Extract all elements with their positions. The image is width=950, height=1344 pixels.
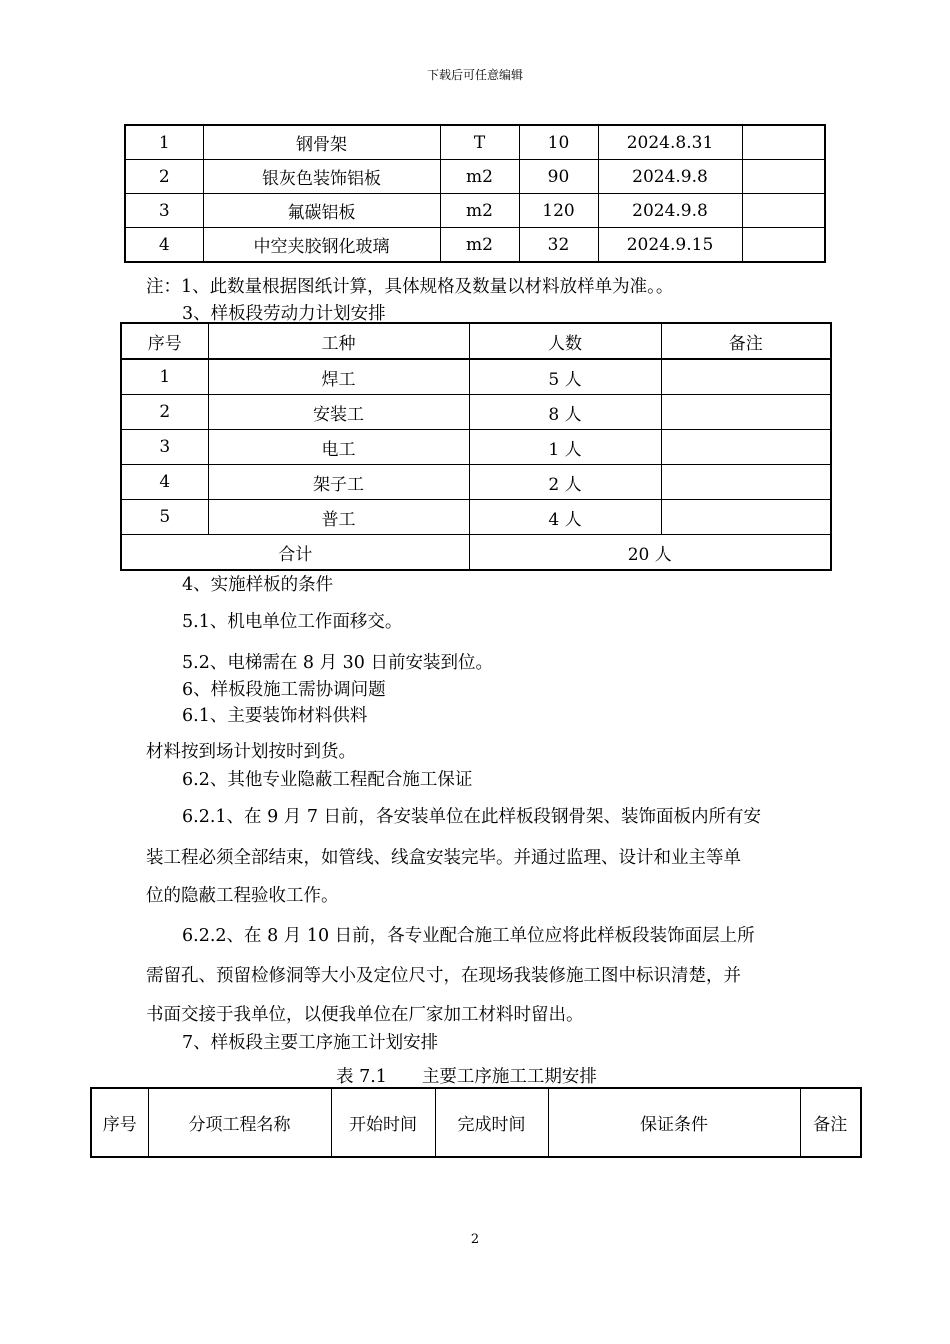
table-total-row bbox=[121, 535, 831, 571]
material-table bbox=[124, 124, 826, 263]
table-cell bbox=[742, 228, 825, 263]
table-cell: 2024.9.15 bbox=[598, 228, 742, 263]
table-cell: 银灰色装饰铝板 bbox=[203, 160, 440, 194]
table-cell: 氟碳铝板 bbox=[203, 194, 440, 228]
column-header: 备注 bbox=[800, 1088, 861, 1157]
table-header-row bbox=[91, 1088, 861, 1157]
table-cell: 电工 bbox=[208, 430, 469, 465]
paragraph-line: 位的隐蔽工程验收工作。 bbox=[146, 886, 339, 906]
table-cell: 中空夹胶钢化玻璃 bbox=[203, 228, 440, 263]
table-cell: 4 bbox=[125, 228, 203, 263]
page-number: 2 bbox=[470, 1232, 480, 1247]
item-5-1: 5.1、机电单位工作面移交。 bbox=[182, 612, 403, 632]
item-6-1: 6.1、主要装饰材料供料 bbox=[182, 706, 368, 726]
section-6-title: 6、样板段施工需协调问题 bbox=[182, 680, 386, 700]
column-header: 序号 bbox=[121, 323, 208, 359]
section-3-title: 3、样板段劳动力计划安排 bbox=[182, 304, 386, 324]
page-header: 下载后可任意编辑 bbox=[426, 68, 523, 82]
table-cell: 4 人 bbox=[469, 500, 661, 535]
table-row bbox=[125, 160, 825, 194]
table-cell: 5 bbox=[121, 500, 208, 535]
column-header: 人数 bbox=[469, 323, 661, 359]
table-cell: 1 人 bbox=[469, 430, 661, 465]
table-cell: 安装工 bbox=[208, 395, 469, 430]
table-cell: 10 bbox=[519, 125, 598, 160]
paragraph-line: 书面交接于我单位，以便我单位在厂家加工材料时留出。 bbox=[146, 1005, 584, 1025]
table-cell: T bbox=[440, 125, 519, 160]
table-cell: 3 bbox=[125, 194, 203, 228]
item-6-2: 6.2、其他专业隐蔽工程配合施工保证 bbox=[182, 770, 473, 790]
section-4-title: 4、实施样板的条件 bbox=[182, 575, 334, 595]
column-header: 开始时间 bbox=[331, 1088, 435, 1157]
table-row bbox=[121, 395, 831, 430]
table-cell bbox=[661, 465, 831, 500]
table-cell: 2024.9.8 bbox=[598, 160, 742, 194]
column-header: 备注 bbox=[661, 323, 831, 359]
item-5-2: 5.2、电梯需在 8 月 30 日前安装到位。 bbox=[182, 653, 493, 673]
table-row bbox=[121, 465, 831, 500]
table-row bbox=[121, 359, 831, 395]
table-cell bbox=[742, 160, 825, 194]
table-cell: 2 bbox=[121, 395, 208, 430]
table-cell: 1 bbox=[125, 125, 203, 160]
total-label: 合计 bbox=[121, 535, 469, 571]
table-cell: 8 人 bbox=[469, 395, 661, 430]
table-row bbox=[125, 194, 825, 228]
table-cell: 32 bbox=[519, 228, 598, 263]
table-cell: 2024.9.8 bbox=[598, 194, 742, 228]
table-cell bbox=[661, 430, 831, 465]
table-cell: 架子工 bbox=[208, 465, 469, 500]
table-cell: m2 bbox=[440, 160, 519, 194]
labor-table bbox=[120, 322, 832, 571]
table-cell bbox=[742, 194, 825, 228]
table-cell: 钢骨架 bbox=[203, 125, 440, 160]
table-cell: 2024.8.31 bbox=[598, 125, 742, 160]
section-7-title: 7、样板段主要工序施工计划安排 bbox=[182, 1033, 439, 1053]
table-cell: 3 bbox=[121, 430, 208, 465]
table-cell: 2 bbox=[125, 160, 203, 194]
total-value: 20 人 bbox=[469, 535, 831, 571]
table-cell bbox=[661, 500, 831, 535]
table-cell: 120 bbox=[519, 194, 598, 228]
item-6-1-text: 材料按到场计划按时到货。 bbox=[146, 742, 356, 762]
paragraph-line: 装工程必须全部结束，如管线、线盒安装完毕。并通过监理、设计和业主等单 bbox=[146, 848, 741, 868]
table-row bbox=[121, 500, 831, 535]
table-cell: 90 bbox=[519, 160, 598, 194]
table-row bbox=[125, 125, 825, 160]
table-row bbox=[121, 430, 831, 465]
paragraph-line: 需留孔、预留检修洞等大小及定位尺寸，在现场我装修施工图中标识清楚，并 bbox=[146, 966, 741, 986]
table-cell: 4 bbox=[121, 465, 208, 500]
table-row bbox=[125, 228, 825, 263]
table-cell: 焊工 bbox=[208, 359, 469, 395]
table-cell: 2 人 bbox=[469, 465, 661, 500]
column-header: 序号 bbox=[91, 1088, 148, 1157]
table-cell bbox=[742, 125, 825, 160]
table-cell bbox=[661, 395, 831, 430]
table-cell: 5 人 bbox=[469, 359, 661, 395]
paragraph-line: 6.2.1、在 9 月 7 日前，各安装单位在此样板段钢骨架、装饰面板内所有安 bbox=[182, 807, 762, 827]
table-header-row bbox=[121, 323, 831, 359]
table-note: 注：1、此数量根据图纸计算，具体规格及数量以材料放样单为准。。 bbox=[146, 277, 674, 297]
table-cell: m2 bbox=[440, 228, 519, 263]
table-cell: m2 bbox=[440, 194, 519, 228]
column-header: 工种 bbox=[208, 323, 469, 359]
column-header: 分项工程名称 bbox=[148, 1088, 331, 1157]
column-header: 完成时间 bbox=[435, 1088, 548, 1157]
table-caption: 表 7.1 主要工序施工工期安排 bbox=[336, 1067, 597, 1087]
column-header: 保证条件 bbox=[548, 1088, 800, 1157]
table-cell bbox=[661, 359, 831, 395]
schedule-table bbox=[90, 1087, 862, 1158]
table-cell: 1 bbox=[121, 359, 208, 395]
table-cell: 普工 bbox=[208, 500, 469, 535]
paragraph-line: 6.2.2、在 8 月 10 日前，各专业配合施工单位应将此样板段装饰面层上所 bbox=[182, 926, 755, 946]
